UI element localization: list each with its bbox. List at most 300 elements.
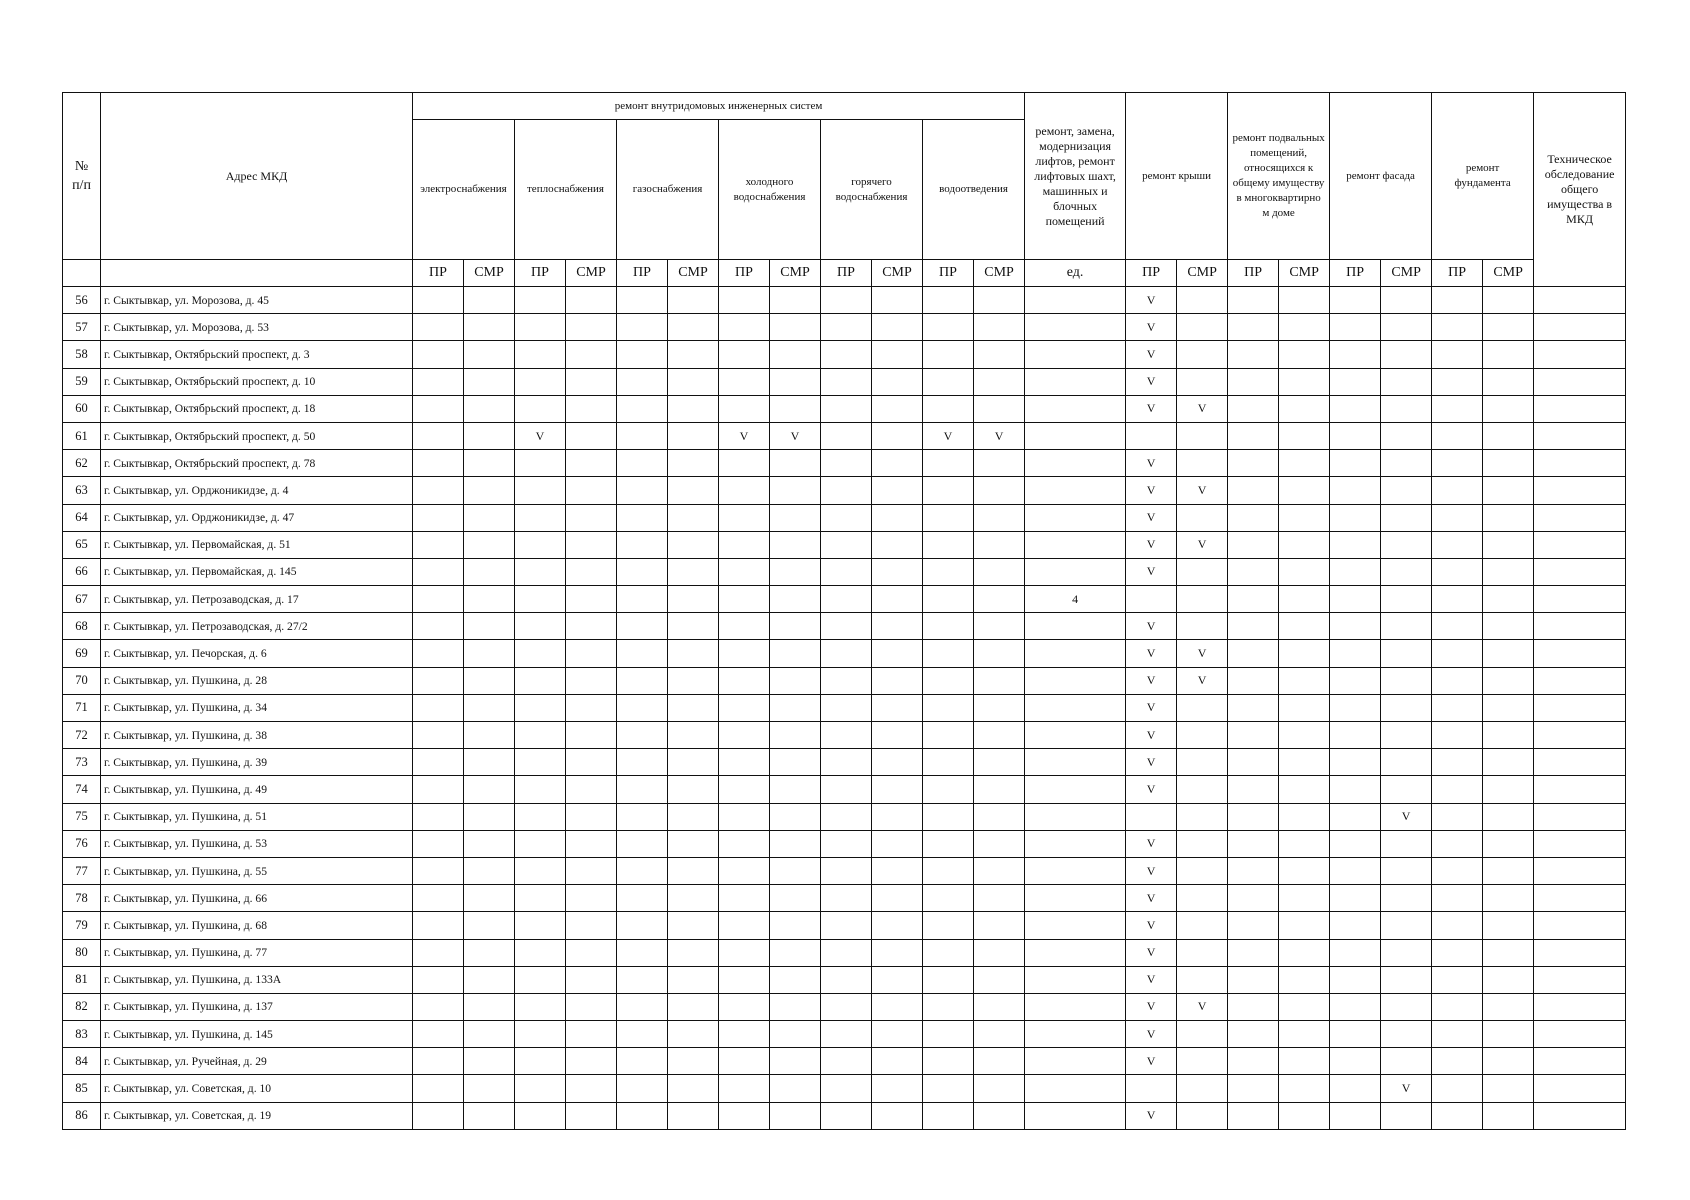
row-cell	[668, 558, 719, 585]
row-cell	[1330, 504, 1381, 531]
row-cell	[515, 830, 566, 857]
row-cell	[1228, 939, 1279, 966]
row-cell	[413, 504, 464, 531]
row-cell	[1228, 857, 1279, 884]
row-number: 66	[63, 558, 101, 585]
row-cell	[515, 1102, 566, 1129]
row-cell	[770, 1021, 821, 1048]
row-cell	[1483, 558, 1534, 585]
row-cell	[974, 830, 1025, 857]
row-cell	[821, 803, 872, 830]
row-cell	[1381, 395, 1432, 422]
row-cell	[1483, 667, 1534, 694]
row-cell	[566, 586, 617, 613]
row-cell	[1279, 749, 1330, 776]
row-cell	[1330, 287, 1381, 314]
row-cell	[413, 422, 464, 449]
row-cell	[1432, 341, 1483, 368]
row-cell	[821, 1102, 872, 1129]
row-cell	[1381, 477, 1432, 504]
row-cell	[821, 912, 872, 939]
row-cell	[413, 314, 464, 341]
row-cell	[1025, 477, 1126, 504]
row-cell	[566, 640, 617, 667]
row-cell	[770, 314, 821, 341]
row-cell	[1483, 749, 1534, 776]
row-cell	[770, 586, 821, 613]
row-cell	[1330, 939, 1381, 966]
row-cell	[1177, 368, 1228, 395]
row-cell	[566, 613, 617, 640]
row-cell	[1279, 993, 1330, 1020]
row-cell	[413, 287, 464, 314]
row-cell: V	[1126, 504, 1177, 531]
row-cell	[617, 722, 668, 749]
row-cell	[515, 287, 566, 314]
row-number: 57	[63, 314, 101, 341]
row-cell	[1025, 993, 1126, 1020]
row-number: 76	[63, 830, 101, 857]
row-cell	[821, 1048, 872, 1075]
row-cell	[770, 368, 821, 395]
row-cell	[770, 1048, 821, 1075]
row-cell	[1483, 640, 1534, 667]
row-cell	[1483, 993, 1534, 1020]
row-cell	[1228, 885, 1279, 912]
row-cell	[974, 939, 1025, 966]
row-cell	[1432, 667, 1483, 694]
row-cell	[1279, 531, 1330, 558]
row-cell	[1126, 803, 1177, 830]
row-cell	[974, 341, 1025, 368]
row-cell	[923, 395, 974, 422]
row-cell	[1432, 422, 1483, 449]
row-address: г. Сыктывкар, ул. Печорская, д. 6	[101, 640, 413, 667]
row-cell	[872, 341, 923, 368]
row-cell	[1534, 422, 1626, 449]
row-cell	[617, 586, 668, 613]
row-cell	[1177, 857, 1228, 884]
row-number: 78	[63, 885, 101, 912]
row-cell	[974, 912, 1025, 939]
row-cell	[1483, 722, 1534, 749]
row-cell	[770, 640, 821, 667]
row-address: г. Сыктывкар, ул. Советская, д. 10	[101, 1075, 413, 1102]
row-cell	[974, 477, 1025, 504]
row-cell	[413, 1048, 464, 1075]
row-cell	[617, 667, 668, 694]
row-cell	[1432, 1102, 1483, 1129]
row-cell	[566, 722, 617, 749]
row-cell	[566, 531, 617, 558]
row-cell	[1330, 1021, 1381, 1048]
row-cell	[1432, 776, 1483, 803]
row-cell	[515, 368, 566, 395]
row-cell	[974, 1075, 1025, 1102]
row-cell	[821, 613, 872, 640]
row-cell	[770, 939, 821, 966]
row-cell	[617, 939, 668, 966]
row-cell	[515, 395, 566, 422]
row-cell	[923, 613, 974, 640]
row-cell: V	[1126, 939, 1177, 966]
row-cell	[668, 885, 719, 912]
row-cell	[617, 613, 668, 640]
row-cell	[872, 912, 923, 939]
row-cell	[923, 694, 974, 721]
row-number: 65	[63, 531, 101, 558]
row-cell	[1483, 368, 1534, 395]
row-cell: V	[1126, 966, 1177, 993]
row-cell	[821, 531, 872, 558]
subheader-smr: СМР	[770, 260, 821, 287]
row-number: 59	[63, 368, 101, 395]
row-cell	[1330, 885, 1381, 912]
row-cell	[821, 776, 872, 803]
row-cell	[464, 395, 515, 422]
row-cell	[1534, 857, 1626, 884]
row-cell	[1381, 857, 1432, 884]
row-cell	[1330, 722, 1381, 749]
row-cell	[872, 531, 923, 558]
header-engineering-systems: ремонт внутридомовых инженерных систем	[413, 93, 1025, 120]
row-cell	[821, 857, 872, 884]
row-cell	[464, 912, 515, 939]
row-cell	[1330, 368, 1381, 395]
row-cell	[923, 558, 974, 585]
row-cell	[1279, 477, 1330, 504]
row-cell	[770, 1075, 821, 1102]
row-cell	[617, 287, 668, 314]
row-cell	[566, 1102, 617, 1129]
row-cell	[821, 1075, 872, 1102]
row-cell	[668, 993, 719, 1020]
row-cell	[668, 368, 719, 395]
row-cell	[1177, 586, 1228, 613]
row-cell	[974, 694, 1025, 721]
row-cell	[668, 857, 719, 884]
row-cell	[923, 450, 974, 477]
row-cell	[617, 857, 668, 884]
subheader-pr: ПР	[515, 260, 566, 287]
header-lifts: ремонт, замена, модернизация лифтов, ремонт лифтовых шахт, машинных и блочных помещений	[1025, 93, 1126, 260]
row-cell	[617, 1021, 668, 1048]
row-cell	[668, 586, 719, 613]
row-cell	[668, 314, 719, 341]
row-cell	[1330, 558, 1381, 585]
row-cell	[974, 450, 1025, 477]
row-cell	[1483, 287, 1534, 314]
row-address: г. Сыктывкар, ул. Пушкина, д. 77	[101, 939, 413, 966]
row-cell	[1381, 450, 1432, 477]
row-cell	[974, 504, 1025, 531]
row-cell	[821, 993, 872, 1020]
row-cell	[719, 912, 770, 939]
row-cell	[1279, 1021, 1330, 1048]
row-cell	[1177, 558, 1228, 585]
row-cell	[1228, 422, 1279, 449]
row-cell	[413, 776, 464, 803]
table-row	[63, 504, 1626, 531]
row-cell	[872, 722, 923, 749]
row-cell	[566, 1075, 617, 1102]
row-cell: V	[1381, 803, 1432, 830]
row-cell	[1381, 504, 1432, 531]
row-cell	[617, 368, 668, 395]
row-cell	[1534, 667, 1626, 694]
row-address: г. Сыктывкар, ул. Пушкина, д. 137	[101, 993, 413, 1020]
row-cell	[1330, 857, 1381, 884]
row-cell	[923, 966, 974, 993]
row-cell	[1279, 341, 1330, 368]
row-cell	[770, 912, 821, 939]
row-cell	[1432, 857, 1483, 884]
row-cell	[1177, 1048, 1228, 1075]
row-cell	[719, 1075, 770, 1102]
row-cell	[1483, 1048, 1534, 1075]
row-cell	[1432, 1021, 1483, 1048]
row-cell	[770, 722, 821, 749]
row-cell	[923, 314, 974, 341]
row-cell	[1177, 803, 1228, 830]
row-cell: V	[1126, 912, 1177, 939]
row-cell	[1177, 1075, 1228, 1102]
header-number: № п/п	[63, 93, 101, 260]
row-cell	[1483, 803, 1534, 830]
row-cell	[1330, 830, 1381, 857]
row-cell	[668, 722, 719, 749]
header-electro: электроснабжения	[413, 120, 515, 260]
row-cell: V	[1126, 613, 1177, 640]
row-cell	[821, 314, 872, 341]
row-cell	[1025, 640, 1126, 667]
row-cell	[1025, 613, 1126, 640]
row-cell	[464, 830, 515, 857]
row-cell	[413, 803, 464, 830]
row-cell	[719, 368, 770, 395]
row-cell	[1279, 885, 1330, 912]
row-cell	[413, 613, 464, 640]
row-cell	[1025, 368, 1126, 395]
row-cell	[1228, 803, 1279, 830]
row-cell	[719, 857, 770, 884]
row-cell	[566, 314, 617, 341]
row-cell	[1025, 422, 1126, 449]
table-row	[63, 776, 1626, 803]
row-cell	[872, 504, 923, 531]
row-cell	[923, 776, 974, 803]
row-cell	[1483, 1075, 1534, 1102]
row-cell	[719, 504, 770, 531]
header-basement: ремонт подвальных помещений, относящихся к общему имуществу в многоквартирно м доме	[1228, 93, 1330, 260]
row-address: г. Сыктывкар, ул. Пушкина, д. 68	[101, 912, 413, 939]
row-cell	[1534, 613, 1626, 640]
row-cell	[668, 1021, 719, 1048]
row-cell	[515, 776, 566, 803]
row-cell	[974, 667, 1025, 694]
row-cell	[719, 287, 770, 314]
row-cell	[464, 1102, 515, 1129]
row-cell	[1025, 287, 1126, 314]
table-row	[63, 314, 1626, 341]
row-cell	[770, 477, 821, 504]
table-body	[63, 287, 1626, 1130]
row-cell	[1432, 885, 1483, 912]
row-cell	[464, 993, 515, 1020]
row-cell	[1228, 993, 1279, 1020]
subheader-smr: СМР	[974, 260, 1025, 287]
row-cell	[464, 287, 515, 314]
row-cell	[668, 640, 719, 667]
row-cell	[464, 966, 515, 993]
row-cell	[1534, 1075, 1626, 1102]
table-row	[63, 939, 1626, 966]
row-cell	[719, 613, 770, 640]
row-address: г. Сыктывкар, ул. Пушкина, д. 39	[101, 749, 413, 776]
row-cell	[1432, 613, 1483, 640]
row-cell	[1025, 531, 1126, 558]
row-cell	[1483, 830, 1534, 857]
row-number: 68	[63, 613, 101, 640]
row-cell	[821, 422, 872, 449]
row-cell	[1228, 395, 1279, 422]
row-cell	[1126, 1075, 1177, 1102]
row-cell	[923, 749, 974, 776]
row-cell	[1025, 749, 1126, 776]
row-cell	[413, 1021, 464, 1048]
row-number: 60	[63, 395, 101, 422]
row-cell	[1483, 912, 1534, 939]
subheader-smr: СМР	[464, 260, 515, 287]
row-cell	[821, 450, 872, 477]
row-cell	[668, 912, 719, 939]
row-cell	[413, 1102, 464, 1129]
row-cell: V	[1126, 830, 1177, 857]
row-cell	[1381, 749, 1432, 776]
table-row	[63, 640, 1626, 667]
row-cell	[566, 885, 617, 912]
row-cell	[821, 722, 872, 749]
row-cell	[566, 368, 617, 395]
row-cell	[515, 885, 566, 912]
row-cell	[413, 749, 464, 776]
row-cell	[1177, 912, 1228, 939]
row-cell: V	[1177, 531, 1228, 558]
row-address: г. Сыктывкар, ул. Пушкина, д. 66	[101, 885, 413, 912]
row-cell	[1279, 314, 1330, 341]
row-cell	[515, 1048, 566, 1075]
row-cell	[1228, 694, 1279, 721]
row-cell	[1228, 368, 1279, 395]
row-cell	[413, 912, 464, 939]
row-cell	[1483, 341, 1534, 368]
row-cell	[515, 450, 566, 477]
row-address: г. Сыктывкар, ул. Пушкина, д. 28	[101, 667, 413, 694]
row-cell	[617, 422, 668, 449]
row-cell	[1534, 314, 1626, 341]
row-cell: V	[1177, 395, 1228, 422]
row-cell	[1228, 722, 1279, 749]
row-cell	[770, 966, 821, 993]
row-cell	[1534, 912, 1626, 939]
row-number: 83	[63, 1021, 101, 1048]
row-cell	[770, 857, 821, 884]
row-cell	[1177, 776, 1228, 803]
row-address: г. Сыктывкар, ул. Пушкина, д. 133А	[101, 966, 413, 993]
row-cell	[617, 803, 668, 830]
row-cell	[515, 857, 566, 884]
row-cell	[1177, 504, 1228, 531]
row-cell	[1177, 1102, 1228, 1129]
row-cell	[1025, 504, 1126, 531]
subheader-smr: СМР	[668, 260, 719, 287]
row-cell	[1330, 531, 1381, 558]
row-cell	[617, 966, 668, 993]
subheader-pr: ПР	[413, 260, 464, 287]
row-cell	[1483, 694, 1534, 721]
table-row	[63, 613, 1626, 640]
row-cell	[1330, 613, 1381, 640]
row-cell	[1534, 830, 1626, 857]
row-cell	[515, 341, 566, 368]
row-cell	[1279, 422, 1330, 449]
row-cell	[1381, 885, 1432, 912]
row-cell	[872, 1048, 923, 1075]
row-cell	[770, 667, 821, 694]
row-cell	[770, 830, 821, 857]
subheader-smr: СМР	[1381, 260, 1432, 287]
subheader-smr: СМР	[1279, 260, 1330, 287]
row-cell	[464, 667, 515, 694]
row-cell: V	[1126, 993, 1177, 1020]
row-cell	[974, 640, 1025, 667]
row-cell	[1483, 613, 1534, 640]
row-cell	[668, 749, 719, 776]
row-cell	[413, 341, 464, 368]
row-cell	[464, 586, 515, 613]
row-cell	[515, 613, 566, 640]
row-cell	[1534, 776, 1626, 803]
row-cell	[974, 885, 1025, 912]
row-cell	[1432, 640, 1483, 667]
row-cell	[617, 640, 668, 667]
row-cell	[617, 993, 668, 1020]
row-cell	[617, 830, 668, 857]
row-cell: V	[1126, 531, 1177, 558]
row-cell	[974, 558, 1025, 585]
row-cell	[464, 885, 515, 912]
row-cell	[1330, 640, 1381, 667]
row-cell: 4	[1025, 586, 1126, 613]
row-cell	[1025, 939, 1126, 966]
row-cell	[1534, 287, 1626, 314]
row-cell	[1279, 939, 1330, 966]
row-cell	[1025, 558, 1126, 585]
row-cell	[770, 694, 821, 721]
row-cell	[1534, 558, 1626, 585]
row-cell	[1025, 803, 1126, 830]
subheader-pr: ПР	[923, 260, 974, 287]
row-cell	[1381, 558, 1432, 585]
row-address: г. Сыктывкар, Октябрьский проспект, д. 10	[101, 368, 413, 395]
table-row	[63, 1048, 1626, 1075]
row-cell	[872, 966, 923, 993]
row-cell: V	[1126, 287, 1177, 314]
row-cell	[1381, 776, 1432, 803]
row-cell	[770, 341, 821, 368]
table-row	[63, 803, 1626, 830]
row-cell	[821, 939, 872, 966]
